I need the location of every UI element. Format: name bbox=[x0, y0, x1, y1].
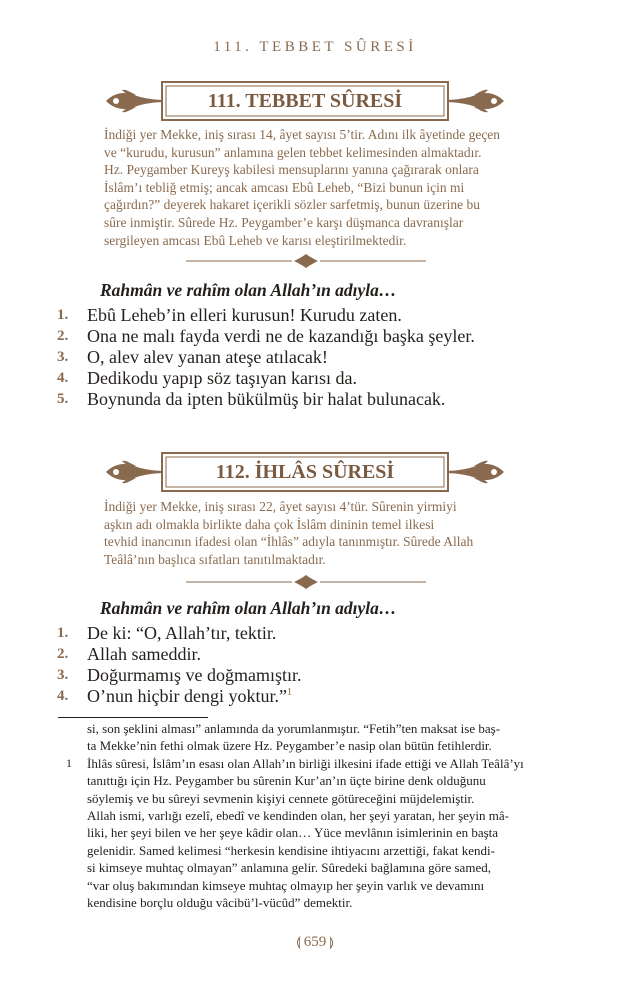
verse-number: 4. bbox=[57, 370, 69, 386]
footnote-line bbox=[0, 737, 630, 754]
footnote-line bbox=[0, 894, 630, 911]
verse-text: O, alev alev yanan ateşe atılacak! bbox=[87, 347, 328, 367]
intro-line: sûre inmiştir. Sûrede Hz. Peygamber’e karşı düşmanca davranışlar bbox=[104, 214, 464, 230]
verse-item bbox=[0, 326, 630, 347]
footnote-text: İhlâs sûresi, İslâm’ın esası olan Allah’ın birliği ilkesini ifade ettiği ve Allah Teâlâ’yı bbox=[87, 755, 524, 771]
verse-number: 3. bbox=[57, 667, 69, 683]
intro-line: İndiği yer Mekke, iniş sırası 22, âyet sayısı 4’tür. Sûrenin yirmiyi bbox=[104, 499, 457, 514]
footnotes bbox=[0, 720, 630, 911]
verse-item bbox=[0, 644, 630, 665]
footnote-text: tanıttığı için Hz. Peygamber bu sûrenin Kur’an’ın üçte birine denk olduğunu bbox=[87, 773, 486, 789]
footnote-line bbox=[0, 790, 630, 807]
footnote-reference[interactable]: 1 bbox=[286, 687, 292, 698]
verse-number: 2. bbox=[57, 646, 69, 662]
footnote-text: ta Mekke’nin fethi olmak üzere Hz. Peygamber’e nasip olan bütün fetihlerdir. bbox=[87, 738, 492, 754]
verse-text-content: O’nun hiçbir dengi yoktur.” bbox=[87, 686, 287, 706]
page-folio bbox=[265, 931, 365, 951]
surah-title-banner bbox=[104, 80, 506, 122]
intro-line: İndiği yer Mekke, iniş sırası 14, âyet sayısı 5’tir. Adını ilk âyetinde geçen bbox=[104, 127, 501, 142]
verse-item bbox=[0, 623, 630, 644]
verse-item bbox=[0, 347, 630, 368]
fleuron-divider-icon bbox=[186, 574, 426, 590]
footnote-text: kendisine borçlu olduğu vâcibü’l-vücûd” demektir. bbox=[87, 894, 353, 910]
footnote-text: gelenidir. Samed kelimesi “herkesin kendisine ihtiyacını arzettiği, fakat kendi- bbox=[87, 842, 495, 858]
verse-text: Ona ne malı fayda verdi ne de kazandığı başka şeyler. bbox=[87, 326, 475, 346]
footnote-text: söylemiş ve bu sûreyi sevmenin kişiyi cennete götüreceğini müjdelemiştir. bbox=[87, 790, 475, 806]
surah-intro bbox=[104, 126, 508, 249]
running-header: 111. TEBBET SÛRESİ bbox=[213, 39, 417, 55]
footnote-number: 1 bbox=[66, 755, 72, 770]
verse-list bbox=[0, 623, 630, 707]
intro-line: sergileyen amcası Ebû Leheb ve karısı eleştirilmektedir. bbox=[104, 232, 407, 248]
footnote-line bbox=[0, 755, 630, 772]
basmala: Rahmân ve rahîm olan Allah’ın adıyla… bbox=[100, 280, 397, 300]
footnote-text: Allah ismi, varlığı ezelî, ebedî ve kendinden olan, her şeyi yaratan, her şeyin mâ- bbox=[87, 807, 509, 823]
page-number: 659 bbox=[303, 934, 327, 950]
intro-line: çağırdın?” deyerek hakaret içerikli sözler sarfetmiş, bunun üzerine bu bbox=[104, 197, 480, 213]
verse-text: De ki: “O, Allah’tır, tektir. bbox=[87, 623, 277, 643]
verse-item bbox=[0, 389, 630, 410]
footnote-line bbox=[0, 842, 630, 859]
footnote-line bbox=[0, 859, 630, 876]
verse-text: Ebû Leheb’in elleri kurusun! Kurudu zaten. bbox=[87, 305, 402, 325]
verse-list bbox=[0, 305, 630, 410]
intro-line: tevhid inancının ifadesi olan “İhlâs” adıyla tanınmıştır. Sûrede Allah bbox=[104, 534, 474, 550]
verse-text: Boynunda da ipten bükülmüş bir halat bulunacak. bbox=[87, 389, 446, 409]
verse-text: Dedikodu yapıp söz taşıyan karısı da. bbox=[87, 368, 357, 388]
verse-number: 5. bbox=[57, 391, 69, 407]
footnote-text: si kimseye muhtaç olmayan” anlamına gelir. Sûredeki bağlamına göre samed, bbox=[87, 860, 491, 876]
footnote-text: si, son şeklini alması” anlamında da yorumlanmıştır. “Fetih”ten maksat ise baş- bbox=[87, 721, 501, 736]
surah-title: 112. İHLÂS SÛRESİ bbox=[215, 461, 395, 483]
surah-title-banner bbox=[104, 451, 506, 493]
footnote-text: “var oluş bakımından kimseye muhtaç olmayıp her şeyin varlık ve devamını bbox=[87, 877, 485, 893]
verse-number: 4. bbox=[57, 688, 69, 704]
footnote-separator bbox=[58, 717, 208, 718]
basmala: Rahmân ve rahîm olan Allah’ın adıyla… bbox=[100, 598, 397, 618]
intro-line: aşkın adı olmakla birlikte daha çok İslâm dininin temel ilkesi bbox=[104, 516, 435, 532]
intro-line: Hz. Peygamber Kureyş kabilesi mensuplarını yanına çağırarak onlara bbox=[104, 162, 479, 178]
footnote-line bbox=[0, 824, 630, 841]
surah-title: 111. TEBBET SÛRESİ bbox=[207, 90, 403, 112]
footnote-text: liki, her şeyi bilen ve her şeye kâdir olan… Yüce mevlânın isimlerinin en başta bbox=[87, 825, 499, 841]
verse-number: 1. bbox=[57, 625, 69, 641]
verse-text: Doğurmamış ve doğmamıştır. bbox=[87, 665, 302, 685]
verse-item bbox=[0, 305, 630, 326]
verse-number: 3. bbox=[57, 349, 69, 365]
verse-number: 2. bbox=[57, 328, 69, 344]
verse-item bbox=[0, 368, 630, 389]
verse-number: 1. bbox=[57, 307, 69, 323]
footnote-line bbox=[0, 807, 630, 824]
verse-text bbox=[87, 686, 292, 707]
intro-line: İslâm’ı tebliğ etmiş; ancak amcası Ebû Leheb, “Bizi bunun için mi bbox=[104, 179, 465, 195]
intro-line: ve “kurudu, kurusun” anlamına gelen tebbet kelimesinden almaktadır. bbox=[104, 144, 482, 160]
verse-item bbox=[0, 686, 630, 707]
folio-bracket-icon: ⟭ bbox=[329, 935, 335, 950]
footnote-line bbox=[0, 877, 630, 894]
verse-text: Allah sameddir. bbox=[87, 644, 201, 664]
verse-item bbox=[0, 665, 630, 686]
surah-intro bbox=[104, 498, 508, 568]
fleuron-divider-icon bbox=[186, 253, 426, 269]
folio-bracket-icon: ⟬ bbox=[295, 935, 301, 950]
footnote-line bbox=[0, 720, 630, 737]
footnote-line bbox=[0, 772, 630, 789]
intro-line: Teâlâ’nın başlıca sıfatları tanıtılmaktadır. bbox=[104, 551, 326, 567]
